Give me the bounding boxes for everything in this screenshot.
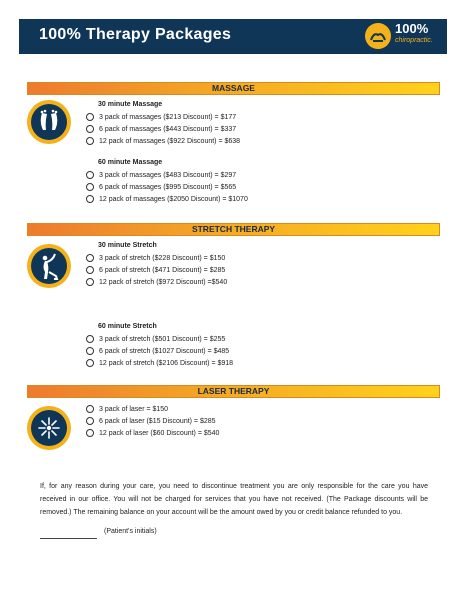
laser-icon-badge [27, 406, 71, 450]
radio-button[interactable] [86, 171, 94, 179]
massage-30-option-6[interactable]: 6 pack of massages ($443 Discount) = $337 [86, 125, 236, 133]
radio-button[interactable] [86, 183, 94, 191]
initials-label: (Patient's initials) [104, 528, 157, 535]
radio-button[interactable] [86, 125, 94, 133]
stretch-30-option-6[interactable]: 6 pack of stretch ($471 Discount) = $285 [86, 266, 225, 274]
massage-60-option-3[interactable]: 3 pack of massages ($483 Discount) = $297 [86, 171, 236, 179]
radio-button[interactable] [86, 335, 94, 343]
stretch-banner [27, 223, 440, 236]
massage-30-title: 30 minute Massage [98, 101, 163, 108]
massage-60-option-12[interactable]: 12 pack of massages ($2050 Discount) = $1070 [86, 195, 248, 203]
massage-30-option-12[interactable]: 12 pack of massages ($922 Discount) = $638 [86, 137, 240, 145]
stretch-30-option-3[interactable]: 3 pack of stretch ($228 Discount) = $150 [86, 254, 225, 262]
stretch-icon-badge [27, 244, 71, 288]
radio-button[interactable] [86, 195, 94, 203]
logo-hands-icon [365, 23, 391, 49]
laser-banner [27, 385, 440, 398]
stretch-banner-label: STRETCH THERAPY [191, 224, 276, 234]
feet-icon [31, 104, 67, 140]
page-title: 100% Therapy Packages [39, 26, 232, 43]
laser-banner-label: LASER THERAPY [197, 386, 270, 396]
stretch-30-option-12[interactable]: 12 pack of stretch ($972 Discount) =$540 [86, 278, 227, 286]
radio-button[interactable] [86, 405, 94, 413]
radio-button[interactable] [86, 429, 94, 437]
laser-option-12[interactable]: 12 pack of laser ($60 Discount) = $540 [86, 429, 219, 437]
radio-button[interactable] [86, 137, 94, 145]
radio-button[interactable] [86, 254, 94, 262]
patient-initials-field[interactable] [40, 538, 97, 539]
radio-button[interactable] [86, 347, 94, 355]
laser-burst-icon [31, 410, 67, 446]
page-header [19, 19, 447, 54]
stretch-60-option-12[interactable]: 12 pack of stretch ($2106 Discount) = $918 [86, 359, 233, 367]
massage-60-title: 60 minute Massage [98, 159, 163, 166]
stretch-30-title: 30 minute Stretch [98, 242, 157, 249]
massage-60-option-6[interactable]: 6 pack of massages ($995 Discount) = $565 [86, 183, 236, 191]
massage-30-option-3[interactable]: 3 pack of massages ($213 Discount) = $177 [86, 113, 236, 121]
stretch-60-option-3[interactable]: 3 pack of stretch ($501 Discount) = $255 [86, 335, 225, 343]
massage-banner [27, 82, 440, 95]
radio-button[interactable] [86, 266, 94, 274]
laser-option-6[interactable]: 6 pack of laser ($15 Discount) = $285 [86, 417, 216, 425]
radio-button[interactable] [86, 417, 94, 425]
stretching-figure-icon [31, 248, 67, 284]
radio-button[interactable] [86, 113, 94, 121]
logo-subtext: chiropractic. [395, 37, 433, 44]
massage-icon-badge [27, 100, 71, 144]
laser-option-3[interactable]: 3 pack of laser = $150 [86, 405, 168, 413]
stretch-60-title: 60 minute Stretch [98, 323, 157, 330]
policy-paragraph: If, for any reason during your care, you need to discontinue treatment you are only responsible for the care you have received in our office. You will not be charged for services that you have not received. (The Package discounts will be removed.) The remaining balance on your account will be the amount owed by you or credit balance refunded to you. [40, 483, 428, 516]
logo-text: 100% [395, 21, 429, 36]
radio-button[interactable] [86, 278, 94, 286]
stretch-60-option-6[interactable]: 6 pack of stretch ($1027 Discount) = $485 [86, 347, 229, 355]
radio-button[interactable] [86, 359, 94, 367]
massage-banner-label: MASSAGE [212, 83, 255, 93]
